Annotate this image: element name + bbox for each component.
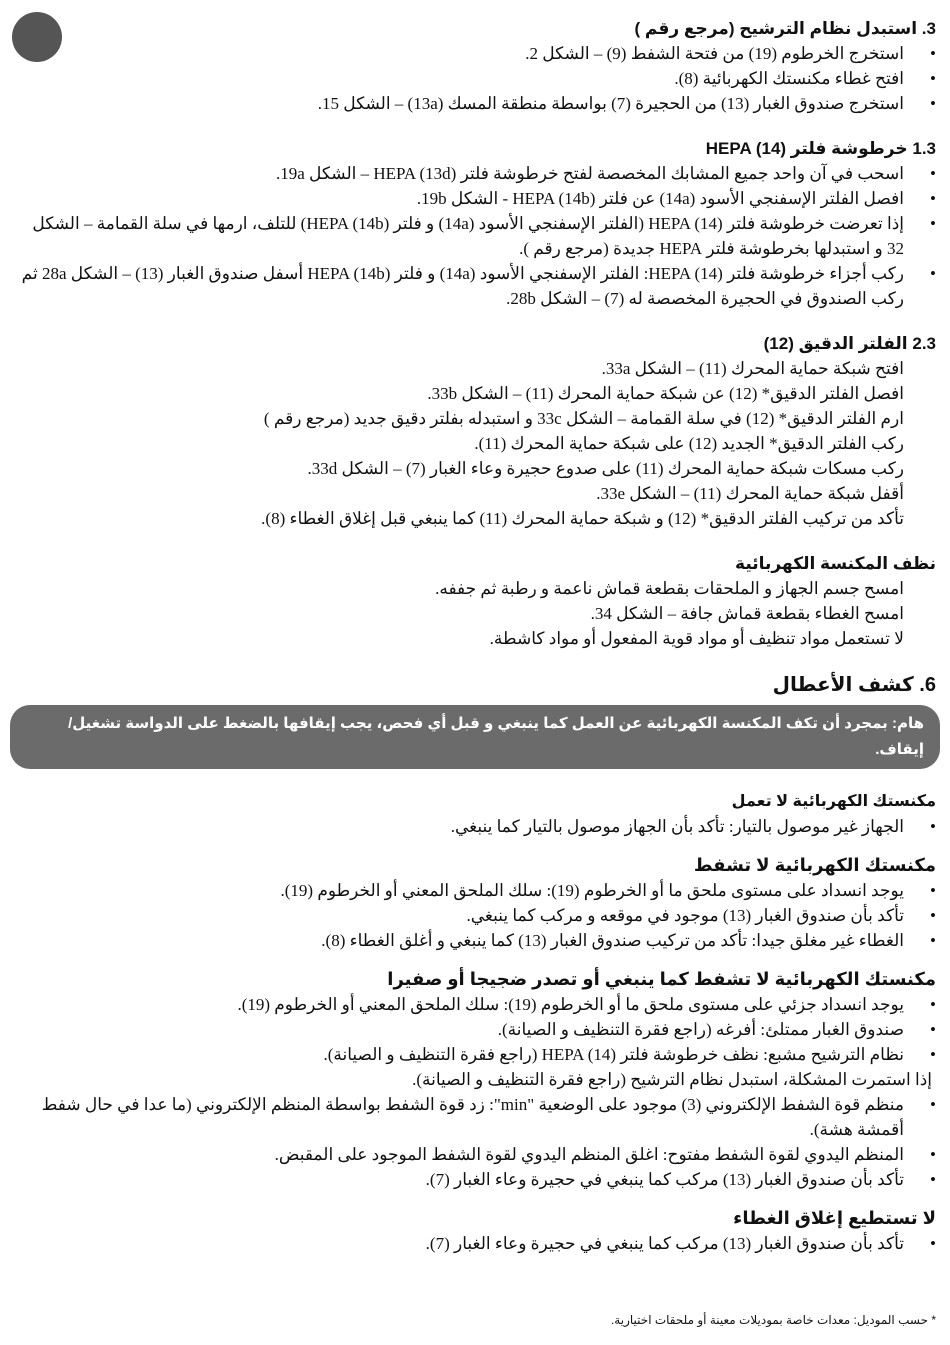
problem-4-title: لا تستطيع إغلاق الغطاء (733, 1208, 936, 1228)
list-item: • نظام الترشيح مشبع: نظف خرطوشة فلتر HEPA (14) (راجع فقرة التنظيف و الصيانة). (12, 1042, 936, 1067)
step-line: ركب مسكات شبكة حماية المحرك (11) على صدوع حجيرة وعاء الغبار (7) – الشكل 33d. (307, 459, 904, 478)
list-item: • إذا تعرضت خرطوشة فلتر HEPA (14) (الفلتر الإسفنجي الأسود (14a) و فلتر HEPA (14b)) للتلف، ارمها في سلة القمامة – الشكل 32 و استبدلها بخرطوشة فلتر HEPA جديدة (مرجع رقم ). (12, 211, 936, 261)
list-item: • ركب أجزاء خرطوشة فلتر HEPA (14): الفلتر الإسفنجي الأسود (14a) و فلتر HEPA (14b) أسفل صندوق الغبار (13) – الشكل 28a ثم ركب الصندوق في الحجيرة المخصصة له (7) – الشكل 28b. (12, 261, 936, 311)
clean-steps (12, 576, 936, 651)
list-item: • تأكد بأن صندوق الغبار (13) مركب كما ينبغي في حجيرة وعاء الغبار (7). (12, 1167, 936, 1192)
list-item: • الغطاء غير مغلق جيدا: تأكد من تركيب صندوق الغبار (13) كما ينبغي و أغلق الغطاء (8). (12, 928, 936, 953)
list-item: • يوجد انسداد جزئي على مستوى ملحق ما أو الخرطوم (19): سلك الملحق المعني أو الخرطوم (19). (12, 992, 936, 1017)
important-banner: هام: بمجرد أن تكف المكنسة الكهربائية عن العمل كما ينبغي و قبل أي فحص، يجب إيقافها بالضغط على الدواسة تشغيل/إيقاف. (10, 705, 940, 769)
problem-4-list (12, 1231, 936, 1256)
list-item: • منظم قوة الشفط الإلكتروني (3) موجود على الوضعية "min": زد قوة الشفط بواسطة المنظم الإلكتروني (ما عدا في حال شفط أقمشة هشة). (12, 1092, 936, 1142)
problem-1-list (12, 814, 936, 839)
problem-3-title: مكنستك الكهربائية لا تشفط كما ينبغي أو تصدر ضجيجا أو صفيرا (387, 969, 936, 989)
list-item: • افتح غطاء مكنستك الكهربائية (8). (12, 66, 936, 91)
list-item: • صندوق الغبار ممتلئ: أفرغه (راجع فقرة التنظيف و الصيانة). (12, 1017, 936, 1042)
section-3-1-title: 1.3 خرطوشة فلتر HEPA (14) (705, 139, 936, 158)
list-item: • المنظم اليدوي لقوة الشفط مفتوح: اغلق المنظم اليدوي لقوة الشفط الموجود على المقبض. (12, 1142, 936, 1167)
section-6-title: 6. كشف الأعطال (772, 674, 936, 696)
list-item: • اسحب في آن واحد جميع المشابك المخصصة لفتح خرطوشة فلتر HEPA (13d) – الشكل 19a. (12, 161, 936, 186)
list-item: • استخرج صندوق الغبار (13) من الحجيرة (7) بواسطة منطقة المسك (13a) – الشكل 15. (12, 91, 936, 116)
step-line: افصل الفلتر الدقيق* (12) عن شبكة حماية المحرك (11) – الشكل 33b. (427, 384, 904, 403)
step-line: تأكد من تركيب الفلتر الدقيق* (12) و شبكة حماية المحرك (11) كما ينبغي قبل إغلاق الغطاء (8). (261, 509, 904, 528)
list-item: • تأكد بأن صندوق الغبار (13) موجود في موقعه و مركب كما ينبغي. (12, 903, 936, 928)
step-line: أقفل شبكة حماية المحرك (11) – الشكل 33e. (596, 484, 904, 503)
list-item: • الجهاز غير موصول بالتيار: تأكد بأن الجهاز موصول بالتيار كما ينبغي. (12, 814, 936, 839)
problem-2-title: مكنستك الكهربائية لا تشفط (693, 855, 936, 875)
step-line: ركب الفلتر الدقيق* الجديد (12) على شبكة حماية المحرك (11). (474, 434, 904, 453)
section-3-2-title: 2.3 الفلتر الدقيق (12) (763, 334, 936, 353)
step-line: امسح جسم الجهاز و الملحقات بقطعة قماش ناعمة و رطبة ثم جففه. (435, 579, 904, 598)
step-line: افتح شبكة حماية المحرك (11) – الشكل 33a. (601, 359, 904, 378)
problem-2-list (12, 878, 936, 953)
list-item: • افصل الفلتر الإسفنجي الأسود (14a) عن فلتر HEPA (14b) - الشكل 19b. (12, 186, 936, 211)
section-3-2-steps (12, 356, 936, 531)
problem-3-list-b (12, 1092, 936, 1192)
problem-1-title: مكنستك الكهربائية لا تعمل (731, 793, 936, 810)
list-item: • يوجد انسداد على مستوى ملحق ما أو الخرطوم (19): سلك الملحق المعني أو الخرطوم (19). (12, 878, 936, 903)
section-3-title: 3. استبدل نظام الترشيح (مرجع رقم ) (634, 19, 936, 38)
problem-3-list-a (12, 992, 936, 1067)
list-item: • استخرج الخرطوم (19) من فتحة الشفط (9) – الشكل 2. (12, 41, 936, 66)
manual-page (12, 16, 936, 1256)
clean-title: نظف المكنسة الكهربائية (735, 554, 936, 573)
problem-3-note: إذا استمرت المشكلة، استبدل نظام الترشيح (راجع فقرة التنظيف و الصيانة). (412, 1070, 932, 1089)
section-3-list (12, 41, 936, 116)
section-3-1-list (12, 161, 936, 311)
list-item: • تأكد بأن صندوق الغبار (13) مركب كما ينبغي في حجيرة وعاء الغبار (7). (12, 1231, 936, 1256)
step-line: امسح الغطاء بقطعة قماش جافة – الشكل 34. (590, 604, 904, 623)
footnote: * حسب الموديل: معدات خاصة بموديلات معينة أو ملحقات اختيارية. (610, 1313, 936, 1327)
step-line: لا تستعمل مواد تنظيف أو مواد قوية المفعول أو مواد كاشطة. (489, 629, 904, 648)
step-line: ارم الفلتر الدقيق* (12) في سلة القمامة – الشكل 33c و استبدله بفلتر دقيق جديد (مرجع رقم ) (263, 409, 904, 428)
